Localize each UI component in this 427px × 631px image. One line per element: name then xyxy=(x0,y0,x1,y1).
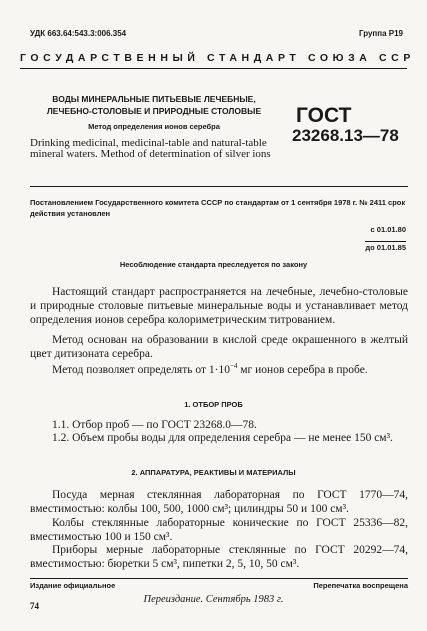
reissue-note: Переиздание. Сентябрь 1983 г. xyxy=(143,594,284,605)
title-divider xyxy=(30,186,408,187)
section-1-paragraph-1: 1.1. Отбор проб — по ГОСТ 23268.0—78. xyxy=(52,419,257,431)
footer-divider xyxy=(30,578,408,579)
group-code: Группа Р19 xyxy=(358,29,403,38)
section-2-heading: 2. АППАРАТУРА, РЕАКТИВЫ И МАТЕРИАЛЫ xyxy=(131,468,296,477)
decree-text: Постановлением Государственного комитета СССР по стандартам от 1 сентября 1978 г. № 2411 срок действия установлен xyxy=(30,198,406,218)
intro-paragraph-3-exponent: −4 xyxy=(229,362,238,370)
section-2-paragraph-2: Колбы стеклянные лабораторные конические по ГОСТ 25336—82, вместимостью 100 и 150 см³. xyxy=(30,517,408,543)
official-edition: Издание официальное xyxy=(30,581,116,590)
date-to: до 01.01.85 xyxy=(365,243,406,252)
date-from: с 01.01.80 xyxy=(370,225,406,234)
intro-paragraph-1: Настоящий стандарт распространяется на лечебные, лечебно-столовые и природные столовые питьевые минеральные воды и устанавливает метод определения ионов серебра колориметрическим титрованием. xyxy=(30,286,408,326)
title-en: Drinking medicinal, medicinal-table and natural-table mineral waters. Method of determination of silver ions xyxy=(30,137,271,160)
gost-label: ГОСТ xyxy=(296,104,352,127)
intro-paragraph-3-start: Метод позволяет определять от 1·10 xyxy=(52,363,230,376)
page-number: 74 xyxy=(30,601,39,611)
standard-header: ГОСУДАРСТВЕННЫЙ СТАНДАРТ СОЮЗА ССР xyxy=(20,52,415,64)
section-2-paragraph-1: Посуда мерная стеклянная лабораторная по ГОСТ 1770—74, вместимостью: колбы 100, 500, 1000 см³; цилиндры 50 и 100 см³. xyxy=(30,489,408,515)
gost-number: 23268.13—78 xyxy=(292,126,399,145)
title-ru-line-2: ЛЕЧЕБНО-СТОЛОВЫЕ И ПРИРОДНЫЕ СТОЛОВЫЕ xyxy=(46,106,262,116)
section-2-paragraph-3: Приборы мерные лабораторные стеклянные по ГОСТ 20292—74, вместимостью: бюретки 5 см³, пипетки 2, 5, 10, 50 см³. xyxy=(30,544,408,570)
header-divider xyxy=(20,68,407,69)
title-ru xyxy=(30,93,278,117)
method-ru: Метод определения ионов серебра xyxy=(88,122,220,131)
intro-paragraph-3-end: мг ионов серебра в пробе. xyxy=(237,363,368,376)
intro-paragraph-2: Метод основан на образовании в кислой среде окрашенного в желтый цвет дитизоната серебра. xyxy=(30,334,408,360)
law-notice: Несоблюдение стандарта преследуется по закону xyxy=(119,260,308,269)
udk-code: УДК 663.64:543.3:006.354 xyxy=(30,29,127,38)
section-1-heading: 1. ОТБОР ПРОБ xyxy=(184,400,243,409)
title-ru-line-1: ВОДЫ МИНЕРАЛЬНЫЕ ПИТЬЕВЫЕ ЛЕЧЕБНЫЕ, xyxy=(52,94,256,104)
reprint-ban: Перепечатка воспрещена xyxy=(313,581,408,590)
intro-paragraph-3 xyxy=(30,359,408,377)
section-1-paragraph-2: 1.2. Объем пробы воды для определения серебра — не менее 150 см³. xyxy=(52,432,393,444)
